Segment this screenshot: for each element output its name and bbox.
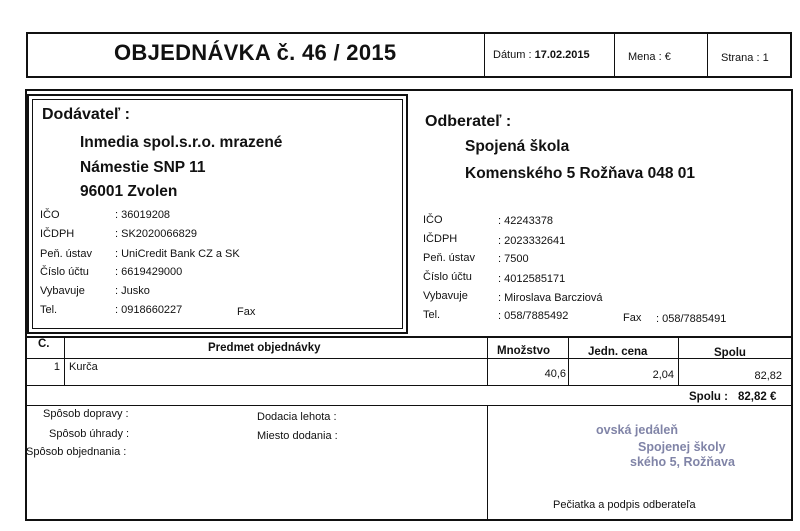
buyer-title: Odberateľ : [425,113,512,130]
buyer-field-account: Číslo účtu [423,271,472,283]
delivery-place-label: Miesto dodania : [257,430,338,442]
col-header-unit-price: Jedn. cena [588,346,648,358]
col-divider [568,337,569,385]
field-label: IČO [40,209,60,221]
buyer-fax-label: Fax [623,312,642,324]
table-row-rule [26,385,792,386]
supplier-field-icdph: IČDPH [40,228,75,240]
order-method-label: Spôsob objednania : [26,446,127,458]
transport-label: Spôsob dopravy : [43,408,129,420]
col-divider [678,337,679,385]
signature-divider [487,405,488,520]
document-title: OBJEDNÁVKA č. 46 / 2015 [114,40,397,65]
page-field [721,52,769,64]
buyer-value-handler: : Miroslava Barcziová [498,292,603,304]
supplier-field-account: Číslo účtu [40,266,89,278]
buyer-field-icdph: IČDPH [423,233,458,245]
buyer-value-bank: : 7500 [498,253,529,265]
row-item: Kurča [69,361,98,373]
buyer-field-bank: Peň. ústav [423,252,475,264]
row-total: 82,82 [754,370,782,382]
col-header-number: Č. [38,338,50,350]
page-value: 1 [762,52,769,64]
supplier-field-tel: Tel. [40,304,58,316]
table-sum-rule [26,405,792,406]
supplier-value-bank: : UniCredit Bank CZ a SK [115,248,240,260]
supplier-field-bank: Peň. ústav [40,248,92,260]
sum-value: 82,82 € [738,391,777,403]
supplier-field-ico [40,209,60,221]
delivery-term-label: Dodacia lehota : [257,411,337,423]
col-divider [64,337,65,385]
supplier-value-tel: : 0918660227 [115,304,183,316]
supplier-value-handler: : Jusko [115,285,150,297]
stamp-line: ského 5, Rožňava [630,455,735,469]
col-divider [487,337,488,385]
header-divider [614,33,615,77]
row-unit-price: 2,04 [652,369,674,381]
supplier-name: Inmedia spol.s.r.o. mrazené [80,134,283,151]
buyer-value-ico: : 42243378 [498,215,554,227]
date-value: 17.02.2015 [534,49,590,61]
col-header-item: Predmet objednávky [208,342,321,354]
stamp-line: ovská jedáleň [596,423,678,437]
payment-label: Spôsob úhrady : [49,428,130,440]
sum-label: Spolu : [689,391,728,403]
supplier-title: Dodávateľ : [42,106,130,123]
buyer-value-tel: : 058/7885492 [498,310,569,322]
supplier-fax-label: Fax [237,306,256,318]
buyer-address: Komenského 5 Rožňava 048 01 [465,165,696,182]
stamp-line: Spojenej školy [638,440,726,454]
signature-label: Pečiatka a podpis odberateľa [553,499,696,511]
page-label: Strana : [721,52,760,64]
buyer-name: Spojená škola [465,138,570,155]
row-number: 1 [53,361,60,373]
header-divider [484,33,485,77]
buyer-field-tel: Tel. [423,309,441,321]
buyer-field-handler: Vybavuje [423,290,468,302]
buyer-field-ico: IČO [423,214,443,226]
header-divider [707,33,708,77]
col-header-total: Spolu [714,347,746,359]
supplier-street: Námestie SNP 11 [80,159,206,176]
supplier-value-ico: : 36019208 [115,209,171,221]
buyer-fax-value: : 058/7885491 [656,313,727,325]
supplier-field-handler: Vybavuje [40,285,85,297]
date-label: Dátum : [493,49,532,61]
row-quantity: 40,6 [544,368,566,380]
buyer-value-account: : 4012585171 [498,273,566,285]
currency-label: Mena : [628,51,662,63]
supplier-value-icdph: : SK2020066829 [115,228,197,240]
currency-field [628,51,671,63]
supplier-city: 96001 Zvolen [80,183,178,200]
col-header-quantity: Množstvo [497,345,551,357]
date-field [493,49,590,61]
currency-value: € [664,51,671,63]
buyer-value-icdph: : 2023332641 [498,235,566,247]
supplier-value-account: : 6619429000 [115,266,183,278]
